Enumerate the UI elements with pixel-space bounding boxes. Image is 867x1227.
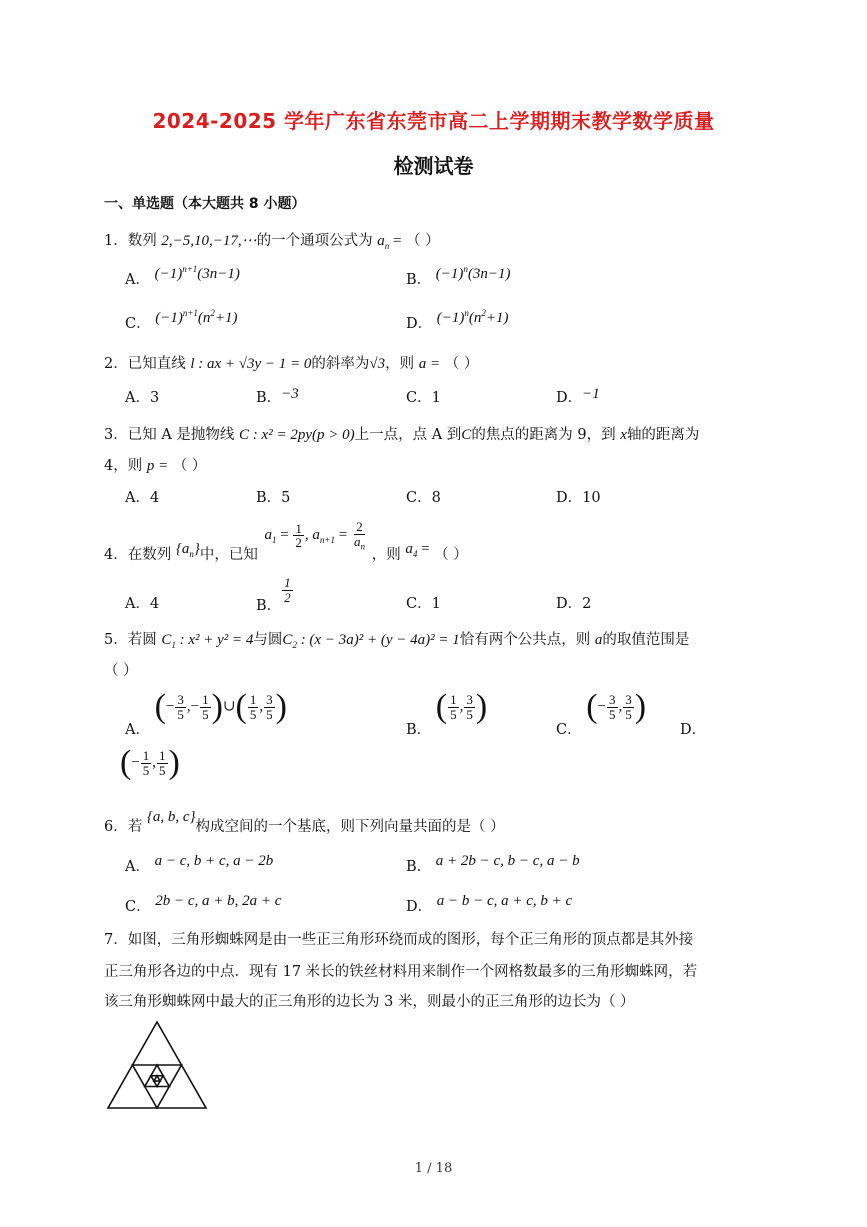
q1-c-rest-b: +1) bbox=[214, 310, 238, 326]
q5-d-f1-num: 1 bbox=[142, 747, 150, 763]
q3-option-d[interactable]: D．10 bbox=[556, 490, 601, 506]
q1-number: 1． bbox=[104, 233, 128, 249]
q4-number: 4． bbox=[104, 547, 128, 564]
q6-option-d-vectors: a − b − c, a + c, b + c bbox=[436, 893, 573, 909]
q4-seq: {a bbox=[175, 541, 190, 558]
q3-x: x bbox=[620, 427, 627, 443]
q6-option-c-vectors: 2b − c, a + b, 2a + c bbox=[155, 893, 282, 909]
q4-text-a: 在数列 bbox=[127, 547, 172, 564]
q1-c-base: (−1) bbox=[155, 310, 183, 326]
q4-answer-paren: （ ） bbox=[434, 547, 468, 564]
q2-option-b-value: −3 bbox=[281, 386, 299, 402]
page-number: 1 / 18 bbox=[414, 1161, 453, 1176]
q4-option-c[interactable]: C．1 bbox=[406, 596, 441, 612]
q6-option-d[interactable] bbox=[406, 895, 572, 916]
q5-d-f2-den: 5 bbox=[159, 762, 166, 778]
q2-answer-paren: （ ） bbox=[444, 356, 479, 372]
q5-b-comma: , bbox=[459, 698, 464, 715]
q6-number: 6． bbox=[104, 819, 128, 835]
q2-a-eq: a = bbox=[418, 356, 441, 372]
q5-d-minus: − bbox=[131, 754, 140, 771]
q5-c2: C bbox=[282, 632, 293, 648]
q5-option-d[interactable]: (− $\frac{1}{5}$ , $\frac{1}{5}$ ) bbox=[120, 744, 180, 781]
q4-b-den: 2 bbox=[284, 589, 291, 605]
q5-number: 5． bbox=[104, 632, 128, 648]
q4-frac1-num: 1 bbox=[295, 520, 302, 536]
q1-d-rest-b: +1) bbox=[485, 310, 509, 326]
q6-option-a-vectors: a − c, b + c, a − 2b bbox=[154, 853, 274, 869]
q1-d-rest-exp: 2 bbox=[481, 308, 486, 318]
q3-parabola: C : x² = 2py(p > 0) bbox=[239, 427, 355, 443]
q1-answer-paren: （ ） bbox=[406, 233, 440, 249]
q2-text-a: 已知直线 bbox=[127, 356, 186, 372]
q2-option-c[interactable]: C．1 bbox=[406, 390, 441, 406]
q5-option-a[interactable]: A． (− $\frac{3}{5}$ ,− $\frac{1}{5}$ )∪( $\frac{1}{5}$ , $\frac{3}{5}$ ) bbox=[125, 688, 287, 738]
q5-c-f1-num: 3 bbox=[609, 691, 616, 707]
q1-a-base: (−1) bbox=[154, 266, 183, 282]
q5-option-a-label: A． bbox=[125, 722, 150, 738]
q5-a-f4-den: 5 bbox=[266, 706, 273, 722]
q3-text-d: 轴的距离为 bbox=[626, 427, 700, 443]
q4-seq-close: } bbox=[193, 541, 200, 558]
q5-text-b: 与圆 bbox=[253, 632, 283, 648]
q5-c1-sub: 1 bbox=[171, 640, 176, 650]
q5-answer-paren: （ ） bbox=[104, 663, 138, 679]
q6-basis: {a, b, c} bbox=[146, 809, 196, 825]
q5-b-f1-den: 5 bbox=[450, 706, 457, 722]
q2-slope: √3 bbox=[369, 356, 386, 372]
q5-text-a: 若圆 bbox=[127, 632, 157, 648]
q5-option-b-label: B． bbox=[406, 722, 432, 738]
q1-eq: = bbox=[389, 233, 402, 249]
fifth-triangle bbox=[154, 1076, 160, 1081]
q4-seq-sub: n bbox=[189, 549, 194, 560]
q4-a1-sub: 1 bbox=[271, 535, 277, 546]
q2-text-c: ，则 bbox=[385, 356, 415, 372]
q5-b-f2-num: 3 bbox=[466, 691, 473, 707]
q6-option-b[interactable] bbox=[406, 855, 580, 876]
q5-c-f1-den: 5 bbox=[609, 706, 616, 722]
q4-eq1: = bbox=[276, 527, 293, 544]
q1-option-d[interactable] bbox=[406, 308, 509, 333]
q4-b-num: 1 bbox=[284, 575, 291, 590]
q5-a-minus2: − bbox=[190, 698, 200, 715]
q4-option-d[interactable]: D．2 bbox=[556, 596, 592, 612]
q4-a4: a bbox=[405, 541, 413, 558]
q1-an-sub: n bbox=[384, 241, 390, 251]
q1-b-base: (−1) bbox=[435, 266, 464, 282]
q5-a-comma2: , bbox=[259, 698, 264, 715]
q6-option-a-label: A． bbox=[125, 859, 150, 875]
q5-c2-sub: 2 bbox=[292, 640, 297, 650]
q6-option-d-label: D． bbox=[406, 899, 433, 915]
question-7 bbox=[104, 928, 693, 949]
q4-option-b[interactable] bbox=[256, 575, 294, 615]
q1-sequence: 2,−5,10,−17,⋯ bbox=[161, 233, 257, 249]
q1-c-exp: n+1 bbox=[182, 308, 198, 318]
q1-d-rest-a: (n bbox=[468, 310, 482, 326]
q5-a-f1-den: 5 bbox=[177, 706, 184, 722]
q3-option-c[interactable]: C．8 bbox=[406, 490, 441, 506]
q7-line2: 正三角形各边的中点．现有 17 米长的铁丝材料用来制作一个网格数最多的三角形蜘蛛网，若 bbox=[104, 964, 698, 980]
q7-line3: 该三角形蜘蛛网中最大的正三角形的边长为 3 米，则最小的正三角形的边长为（ ） bbox=[104, 994, 635, 1010]
question-3 bbox=[104, 423, 699, 444]
q3-text-c: 的焦点的距离为 9，到 bbox=[471, 427, 616, 443]
q3-answer-paren: （ ） bbox=[172, 458, 207, 474]
q1-option-d-label: D． bbox=[406, 316, 433, 332]
question-2 bbox=[104, 352, 478, 373]
q5-a-union: ∪ bbox=[222, 698, 236, 715]
q3-text-b: 上一点，点 A 到 bbox=[354, 427, 462, 443]
q5-a-f1-num: 3 bbox=[177, 691, 184, 707]
q5-c-f2-den: 5 bbox=[625, 706, 632, 722]
q5-option-c-label: C． bbox=[556, 722, 582, 738]
q2-option-b[interactable] bbox=[256, 386, 299, 407]
q1-text-a: 数列 bbox=[127, 233, 157, 249]
q5-a-comma1: , bbox=[186, 698, 191, 715]
q2-option-b-label: B． bbox=[256, 390, 282, 406]
q2-option-a[interactable]: A．3 bbox=[125, 390, 160, 406]
q1-option-b-label: B． bbox=[406, 272, 432, 288]
q5-a: a bbox=[594, 632, 603, 648]
q3-option-b[interactable]: B．5 bbox=[256, 490, 291, 506]
q5-option-d-label[interactable]: D． bbox=[680, 722, 707, 738]
q4-text-b: 中，已知 bbox=[199, 547, 258, 564]
q1-option-a[interactable] bbox=[125, 264, 240, 289]
q4-eq3: = bbox=[417, 541, 430, 558]
q5-b-f2-den: 5 bbox=[466, 706, 473, 722]
q1-d-exp: n bbox=[464, 308, 469, 318]
q4-frac2-den: a bbox=[353, 533, 361, 549]
q4-a1: a bbox=[264, 527, 272, 544]
q5-option-c[interactable]: C． (− $\frac{3}{5}$ , $\frac{3}{5}$ ) bbox=[556, 688, 647, 738]
q5-a-f3-den: 5 bbox=[249, 706, 257, 722]
question-5 bbox=[104, 628, 689, 650]
q1-text-b: 的一个通项公式为 bbox=[256, 233, 373, 249]
q7-line1: 如图，三角形蜘蛛网是由一些正三角形环绕而成的图形，每个正三角形的顶点都是其外接 bbox=[127, 932, 694, 948]
q6-option-c[interactable] bbox=[125, 895, 281, 916]
q4-text-c: ，则 bbox=[371, 547, 401, 564]
q1-an: a bbox=[377, 233, 385, 249]
q3-c: C bbox=[461, 427, 472, 443]
q5-a-minus1: − bbox=[165, 698, 175, 715]
q6-option-b-vectors: a + 2b − c, b − c, a − b bbox=[435, 853, 580, 869]
q3-option-a[interactable]: A．4 bbox=[125, 490, 160, 506]
q7-number: 7． bbox=[104, 932, 128, 948]
q2-option-d-value: −1 bbox=[582, 386, 600, 402]
q1-c-rest-a: (n bbox=[197, 310, 211, 326]
q4-comma: , a bbox=[304, 527, 320, 544]
q4-an1-sub: n+1 bbox=[319, 535, 335, 546]
q5-c-comma: , bbox=[618, 698, 623, 715]
question-6 bbox=[104, 809, 505, 836]
q4-frac1-den: 2 bbox=[295, 535, 302, 551]
q5-a-f2-num: 1 bbox=[202, 691, 209, 707]
q5-a-f4-num: 3 bbox=[266, 691, 273, 707]
q2-option-d-label: D． bbox=[556, 390, 583, 406]
q3-text-a: 已知 A 是抛物线 bbox=[127, 427, 235, 443]
q5-a-f3-num: 1 bbox=[249, 691, 257, 707]
q6-option-a[interactable] bbox=[125, 855, 273, 876]
q1-option-b[interactable] bbox=[406, 264, 511, 289]
q2-line-equation: l : ax + √3y − 1 = 0 bbox=[190, 356, 312, 372]
section-heading: 一、单选题（本大题共 8 小题） bbox=[104, 196, 306, 212]
q1-d-base: (−1) bbox=[436, 310, 465, 326]
q1-option-a-label: A． bbox=[125, 272, 150, 288]
exam-title-line2: 检测试卷 bbox=[393, 154, 474, 178]
q3-number: 3． bbox=[104, 427, 128, 443]
q1-option-c[interactable] bbox=[125, 308, 238, 333]
q6-option-c-label: C． bbox=[125, 899, 151, 915]
q1-option-c-label: C． bbox=[125, 316, 151, 332]
q5-c-f2-num: 3 bbox=[625, 691, 632, 707]
q1-a-rest: (3n−1) bbox=[197, 266, 240, 282]
q5-d-f1-den: 5 bbox=[142, 762, 150, 778]
q6-option-b-label: B． bbox=[406, 859, 432, 875]
q1-a-exp: n+1 bbox=[182, 264, 198, 274]
q4-option-a[interactable]: A．4 bbox=[125, 596, 160, 612]
q4-a4-sub: 4 bbox=[412, 549, 418, 560]
q6-text-b: 构成空间的一个基底，则下列向量共面的是（ ） bbox=[195, 819, 505, 835]
question-4 bbox=[104, 519, 468, 564]
question-1 bbox=[104, 229, 440, 251]
exam-title: 2024-2025 学年广东省东莞市高二上学期期末教学数学质量 bbox=[152, 109, 715, 133]
q1-c-rest-exp: 2 bbox=[210, 308, 215, 318]
q5-d-f2-num: 1 bbox=[159, 747, 166, 763]
q4-frac2-den-sub: n bbox=[360, 541, 365, 552]
q1-b-rest: (3n−1) bbox=[467, 266, 511, 282]
q3-line2-text: 4，则 bbox=[104, 458, 143, 474]
q1-b-exp: n bbox=[463, 264, 468, 274]
q3-p-eq: p = bbox=[146, 458, 169, 474]
q2-number: 2． bbox=[104, 356, 128, 372]
q5-d-comma: , bbox=[152, 754, 157, 771]
q2-option-d[interactable] bbox=[556, 386, 600, 407]
q2-text-b: 的斜率为 bbox=[311, 356, 370, 372]
q6-text-a: 若 bbox=[127, 819, 143, 835]
q5-option-b[interactable]: B． ( $\frac{1}{5}$ , $\frac{3}{5}$ ) bbox=[406, 688, 488, 738]
spider-web-triangle-figure bbox=[102, 1018, 212, 1114]
q5-a-f2-den: 5 bbox=[202, 706, 209, 722]
q4-option-b-label: B． bbox=[256, 598, 282, 615]
q5-text-c: 恰有两个公共点，则 bbox=[459, 632, 591, 648]
q5-c2-eq: : (x − 3a)² + (y − 4a)² = 1 bbox=[296, 632, 460, 648]
q5-text-d: 的取值范围是 bbox=[602, 632, 690, 648]
q5-c-minus: − bbox=[597, 698, 607, 715]
question-3-line2 bbox=[104, 454, 206, 475]
q4-frac2-num: 2 bbox=[356, 519, 363, 534]
q5-c1-eq: : x² + y² = 4 bbox=[175, 632, 254, 648]
q4-eq2: = bbox=[335, 527, 351, 544]
q5-b-f1-num: 1 bbox=[450, 691, 457, 707]
q5-c1: C bbox=[161, 632, 172, 648]
